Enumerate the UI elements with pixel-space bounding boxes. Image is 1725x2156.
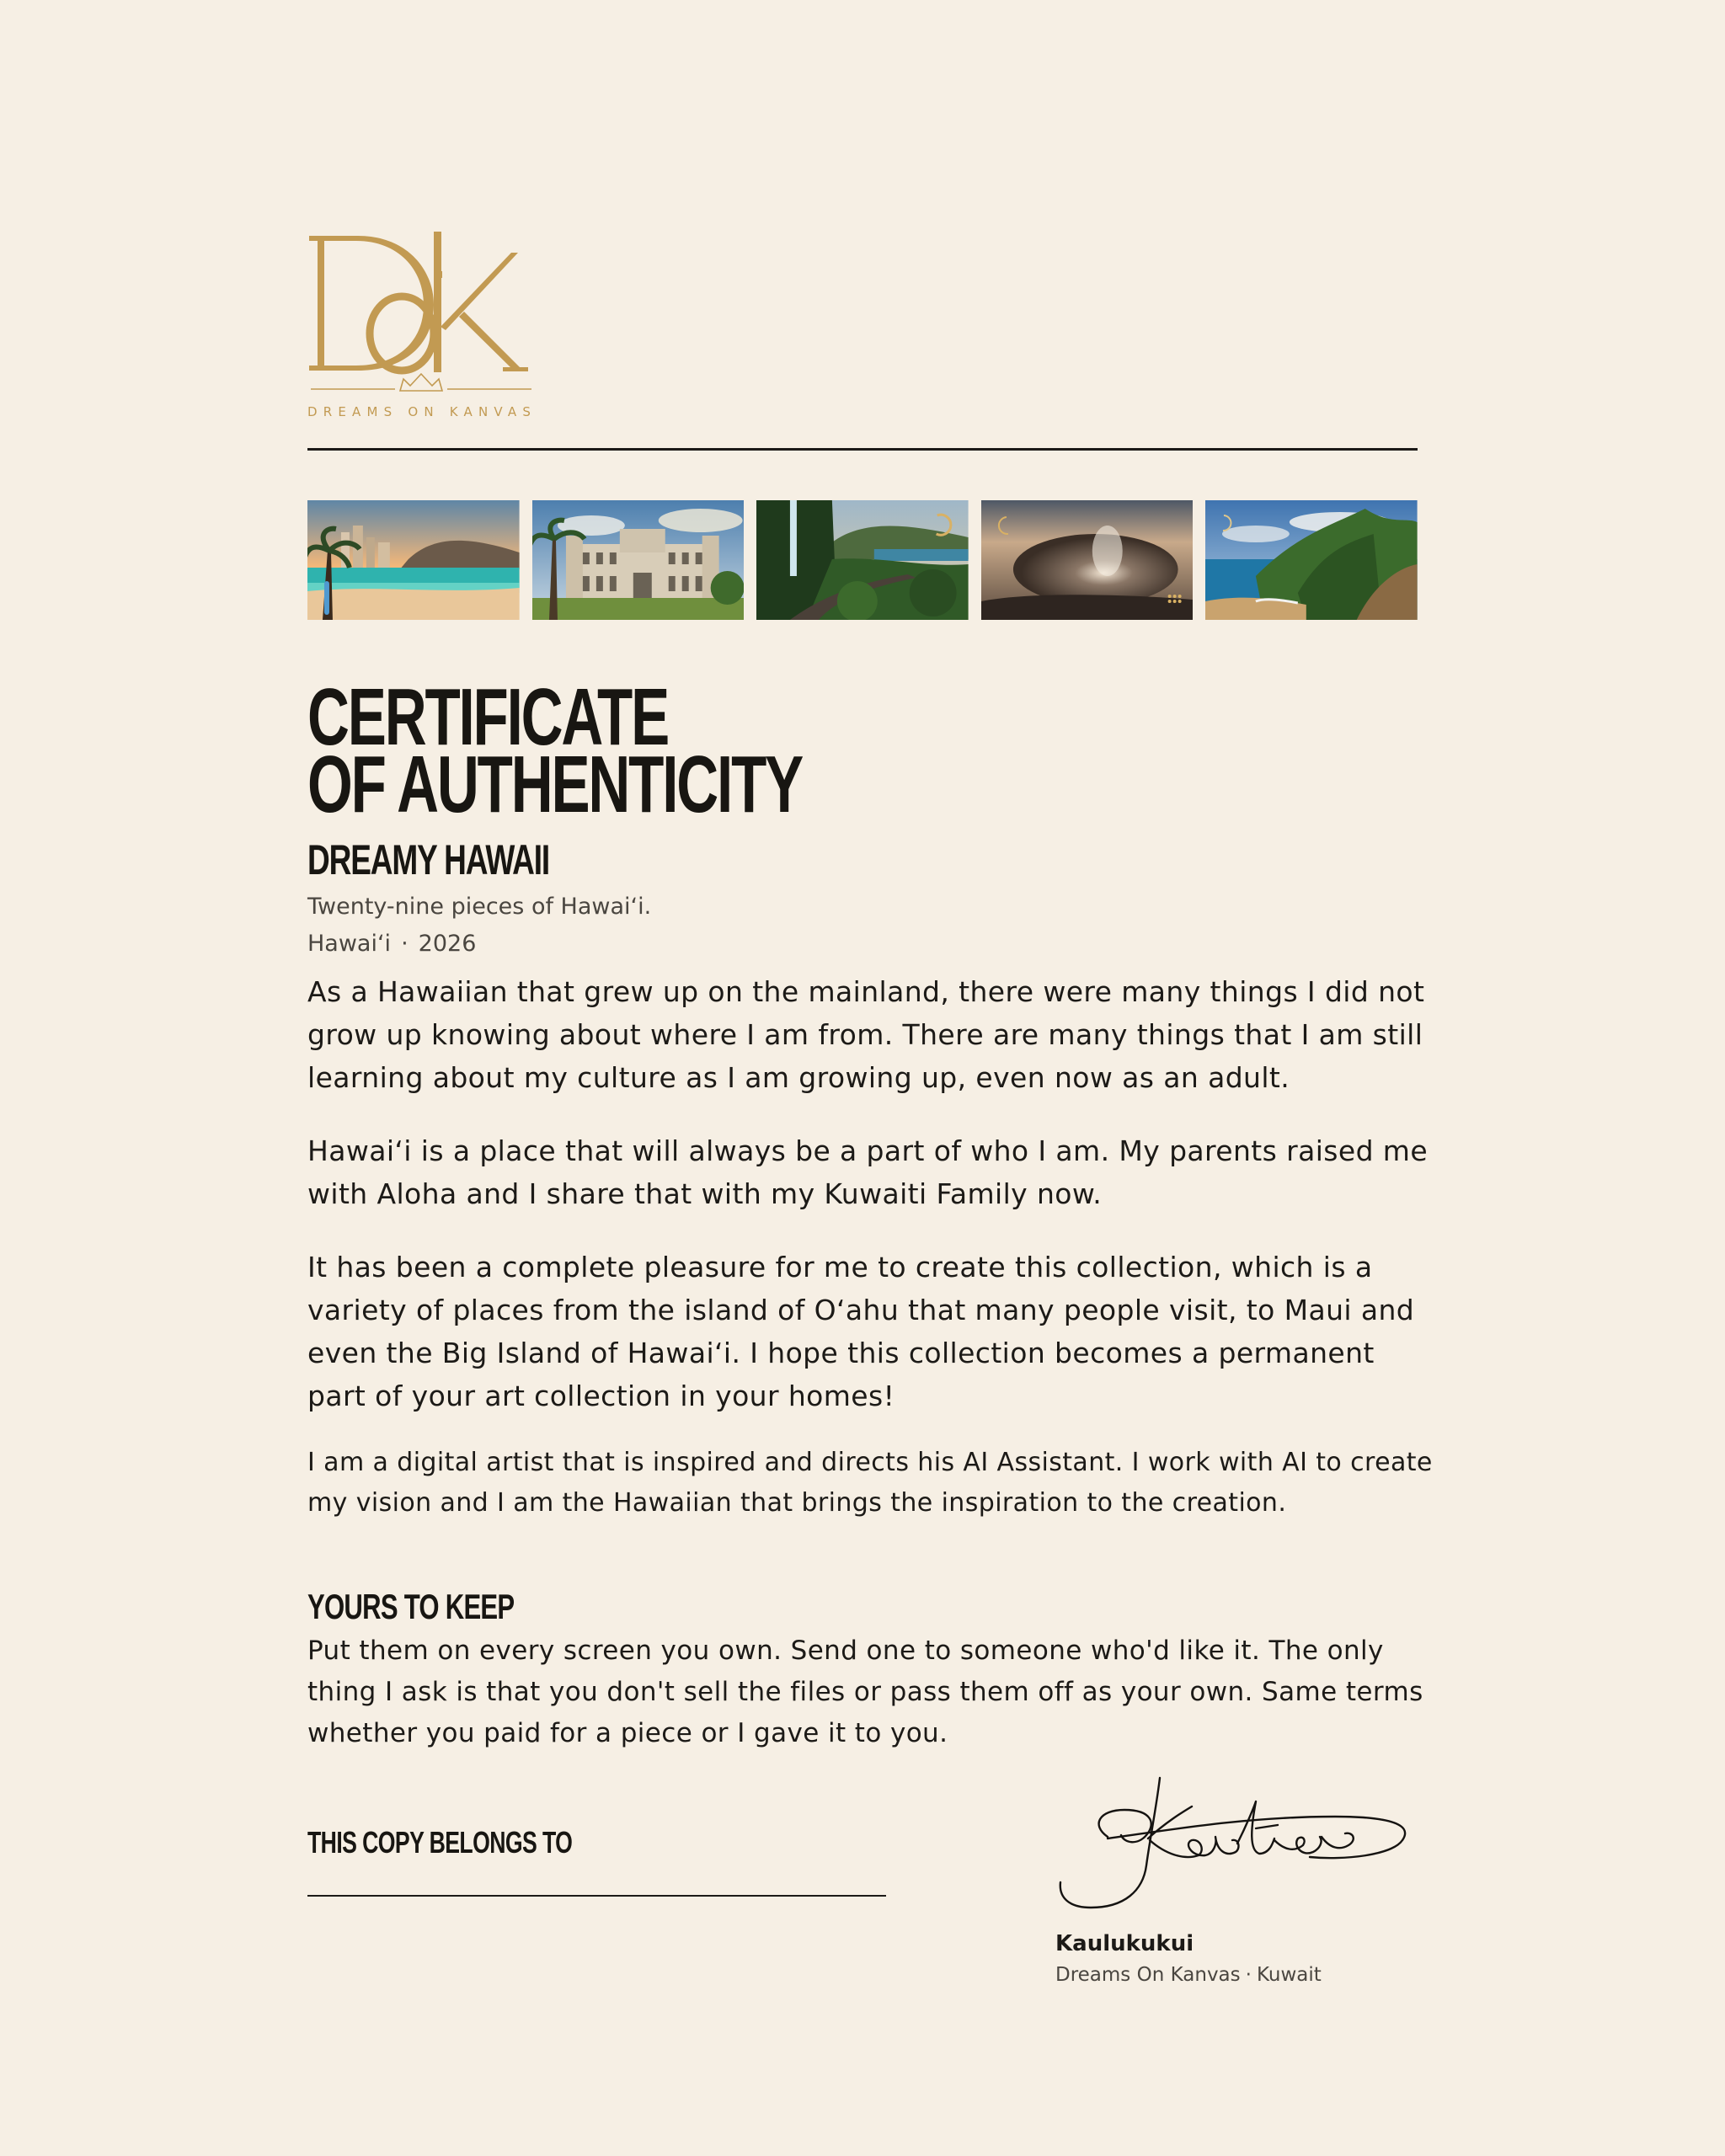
signer-location: Kuwait	[1256, 1964, 1322, 1986]
thumb-na-pali-coast	[1205, 500, 1418, 620]
certificate-title	[307, 672, 803, 830]
signer-studio: Dreams On Kanvas	[1055, 1964, 1241, 1986]
yours-to-keep-heading: YOURS TO KEEP	[307, 1587, 515, 1626]
brand-logo	[307, 227, 535, 423]
header-divider	[307, 448, 1418, 451]
collection-name: DREAMY HAWAII	[307, 836, 550, 883]
artist-statement	[307, 970, 1433, 1554]
collection-meta	[307, 930, 476, 958]
statement-paragraph-4: I am a digital artist that is inspired and directs his AI Assistant. I work with AI to create my vision and I am the Hawaiian that brings the inspiration to the creation.	[307, 1448, 1433, 1518]
owner-name-line	[307, 1895, 886, 1897]
signer-name: Kaulukukui	[1055, 1931, 1194, 1956]
statement-paragraph-3: It has been a complete pleasure for me to create this collection, which is a variety of places from the island of Oʻahu that many people visit, to Maui and even the Big Island of Hawaiʻi. I hope this collection becomes a permanent part of your art collection in your homes!	[307, 1251, 1415, 1412]
certificate-page	[307, 0, 1433, 2156]
thumb-iolani-palace	[532, 500, 745, 620]
thumb-beach-diamond-head	[307, 500, 520, 620]
brand-tagline: DREAMS ON KANVAS	[307, 404, 537, 419]
artwork-thumbnail-strip	[307, 500, 1418, 620]
title-line-2: OF AUTHENTICITY	[307, 739, 803, 830]
collection-year: 2026	[418, 931, 477, 957]
collection-place: Hawaiʻi	[307, 931, 392, 957]
thumb-volcano-crater	[981, 500, 1194, 620]
statement-paragraph-1: As a Hawaiian that grew up on the mainland, there were many things I did not grow up knowing about where I am from. There are many things that I am still learning about my culture as I am growing up, even now as an adult.	[307, 975, 1425, 1094]
signature-image	[1057, 1773, 1411, 1912]
statement-paragraph-2: Hawaiʻi is a place that will always be a part of who I am. My parents raised me with Aloha and I share that with my Kuwaiti Family now.	[307, 1134, 1429, 1210]
collection-tagline: Twenty-nine pieces of Hawaiʻi.	[307, 894, 652, 920]
title-line-1: CERTIFICATE	[307, 672, 669, 762]
thumb-jungle-road	[756, 500, 969, 620]
yours-to-keep-text: Put them on every screen you own. Send one to someone who'd like it. The only thing I ask is that you don't sell the files or pass them off as your own. Same terms whether you paid for a piece or I gave it to you.	[307, 1636, 1423, 1748]
copy-belongs-to-label: THIS COPY BELONGS TO	[307, 1825, 573, 1860]
signer-details	[1055, 1962, 1322, 1988]
signer-separator: ·	[1245, 1964, 1252, 1986]
dok-monogram-icon	[307, 227, 535, 400]
meta-separator: ·	[401, 931, 409, 957]
